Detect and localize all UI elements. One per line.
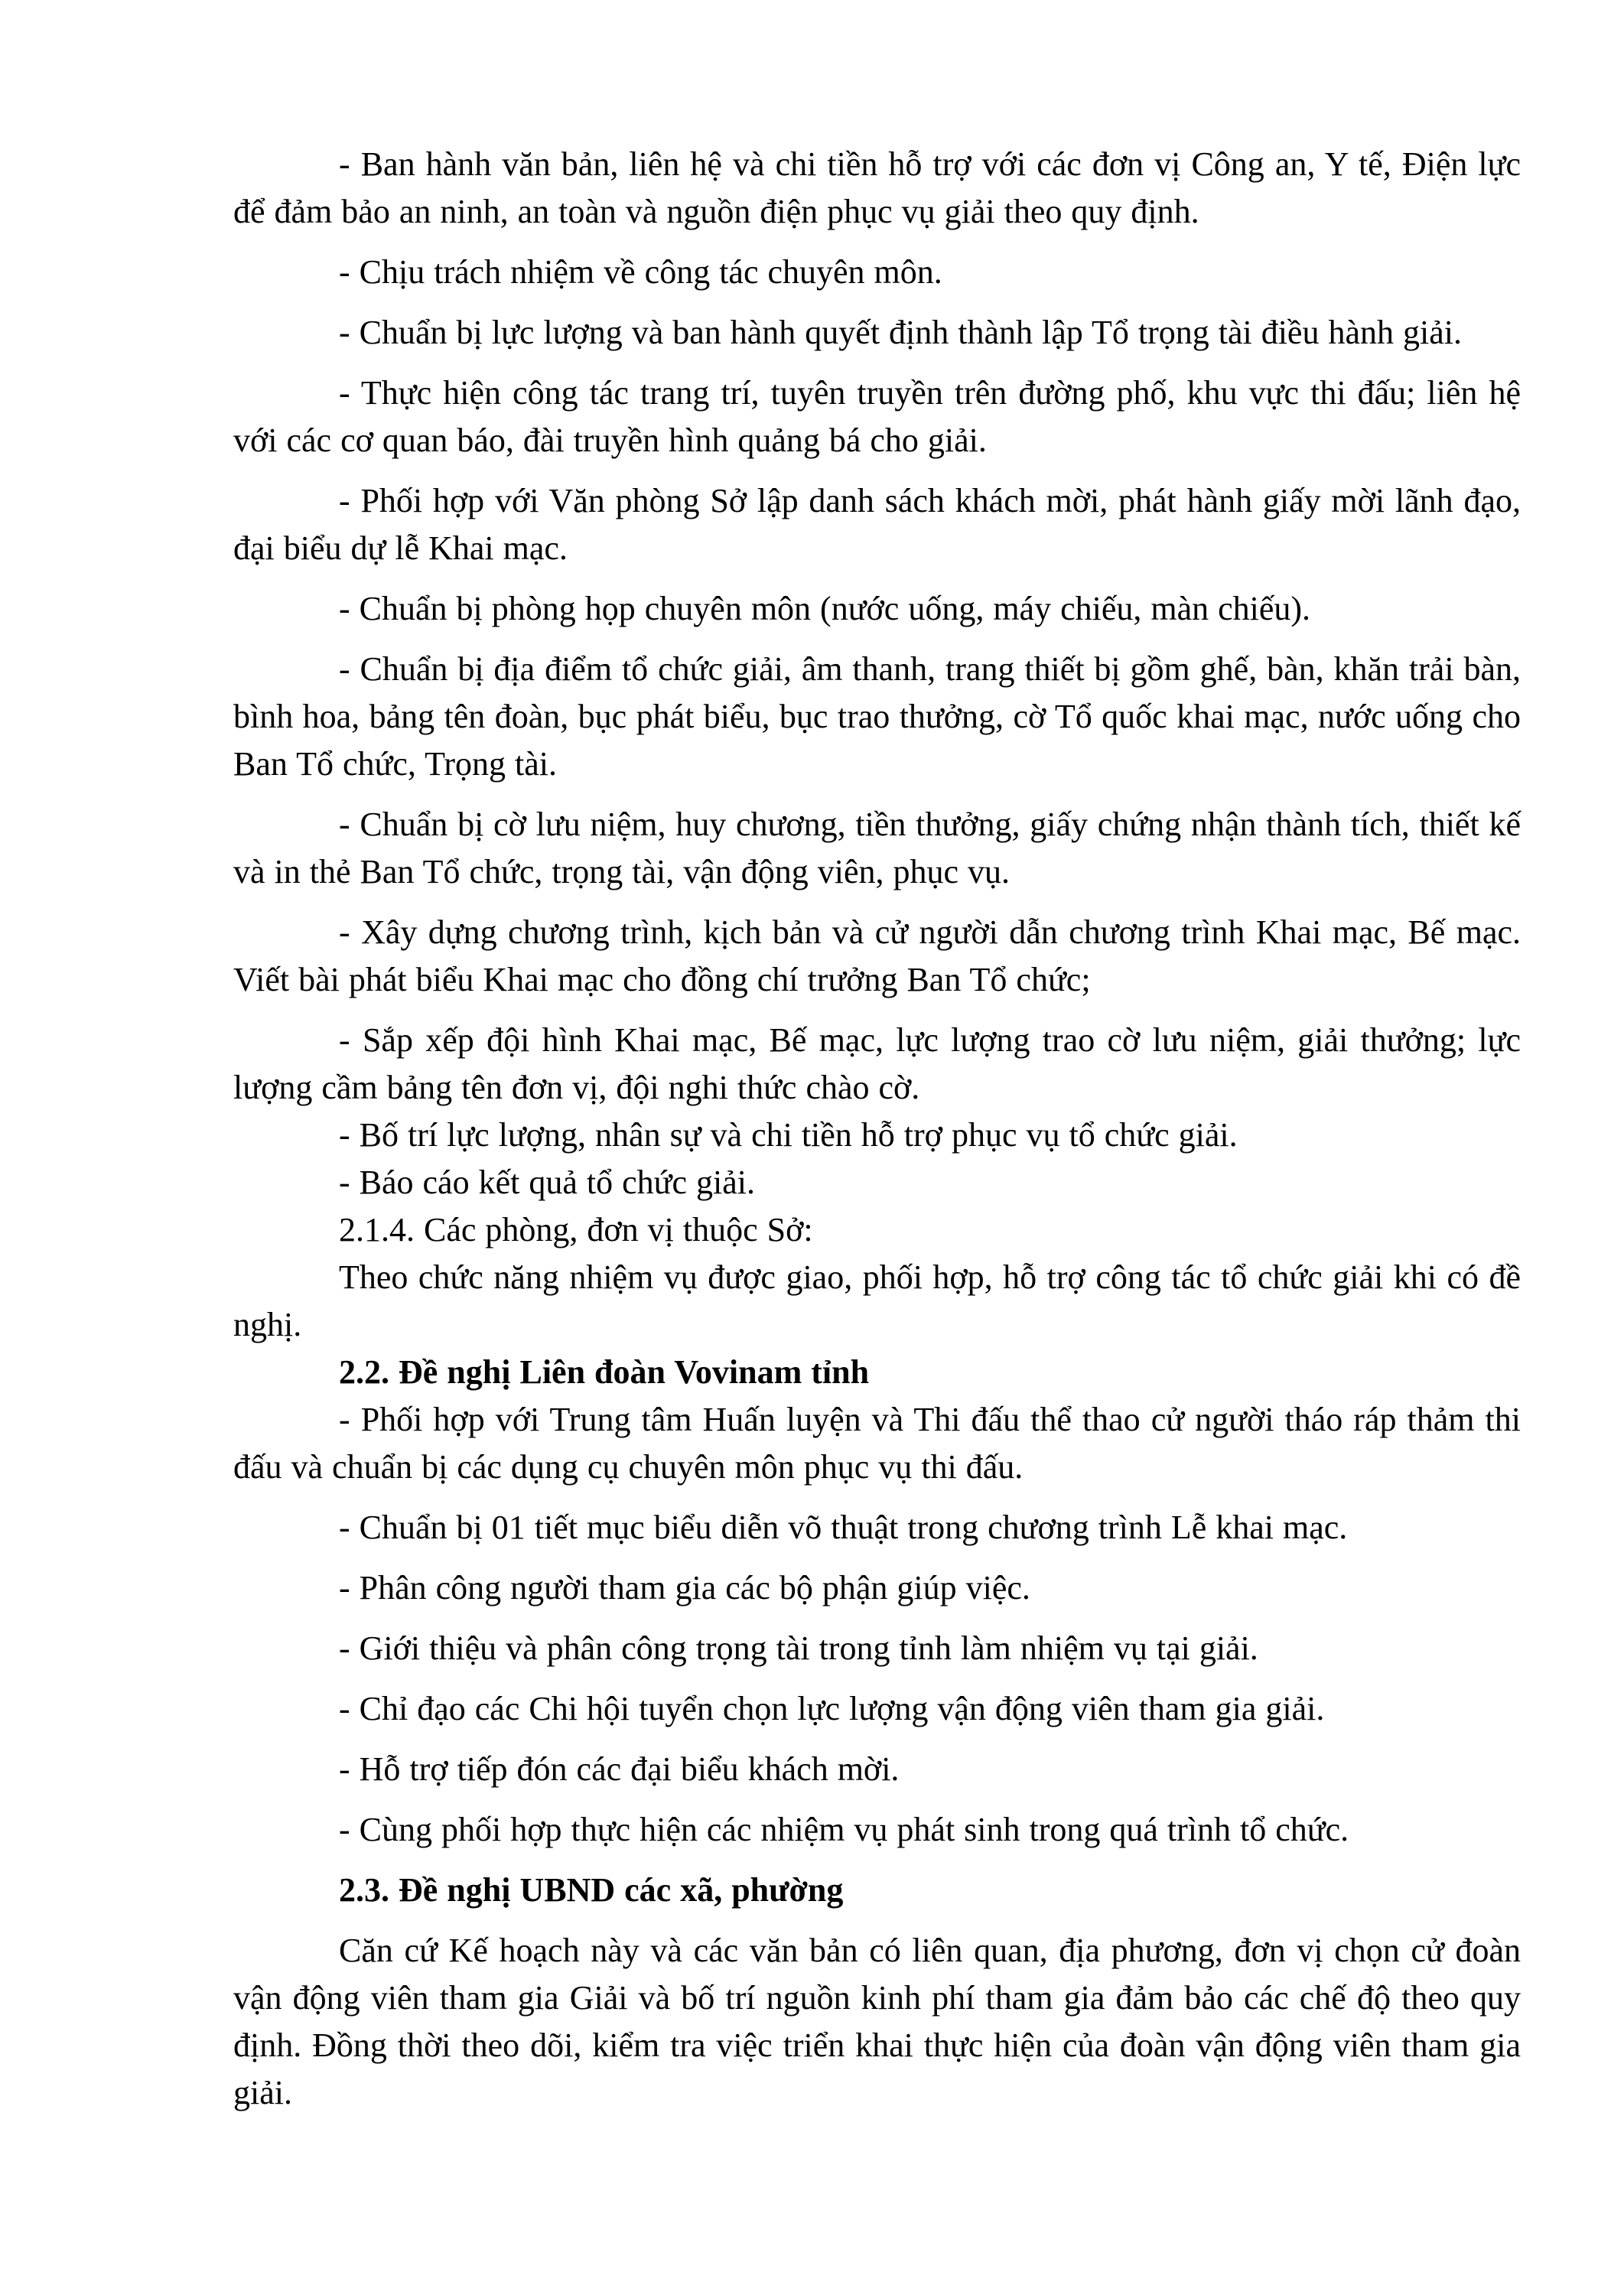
paragraph: - Chỉ đạo các Chi hội tuyển chọn lực lượng vận động viên tham gia giải. bbox=[339, 1690, 1325, 1727]
paragraph: - Xây dựng chương trình, kịch bản và cử người dẫn chương trình Khai mạc, Bế mạc. Viết bài phát biểu Khai mạc cho đồng chí trưởng Ban Tổ chức; bbox=[233, 913, 1521, 998]
paragraph: Theo chức năng nhiệm vụ được giao, phối hợp, hỗ trợ công tác tổ chức giải khi có đề nghị. bbox=[233, 1258, 1521, 1343]
paragraph: - Ban hành văn bản, liên hệ và chi tiền hỗ trợ với các đơn vị Công an, Y tế, Điện lực để đảm bảo an ninh, an toàn và nguồn điện phục vụ giải theo quy định. bbox=[233, 145, 1521, 230]
paragraph: - Giới thiệu và phân công trọng tài trong tỉnh làm nhiệm vụ tại giải. bbox=[339, 1629, 1258, 1667]
paragraph: - Thực hiện công tác trang trí, tuyên truyền trên đường phố, khu vực thi đấu; liên hệ với các cơ quan báo, đài truyền hình quảng bá cho giải. bbox=[233, 374, 1521, 459]
paragraph: - Chuẩn bị cờ lưu niệm, huy chương, tiền thưởng, giấy chứng nhận thành tích, thiết kế và in thẻ Ban Tổ chức, trọng tài, vận động viên, phục vụ. bbox=[233, 806, 1521, 890]
paragraph: - Chuẩn bị phòng họp chuyên môn (nước uống, máy chiếu, màn chiếu). bbox=[339, 590, 1311, 627]
section-heading-2-1-4: 2.1.4. Các phòng, đơn vị thuộc Sở: bbox=[339, 1211, 813, 1248]
paragraph: - Sắp xếp đội hình Khai mạc, Bế mạc, lực lượng trao cờ lưu niệm, giải thưởng; lực lượng cầm bảng tên đơn vị, đội nghi thức chào cờ. bbox=[233, 1021, 1521, 1106]
paragraph: - Chuẩn bị lực lượng và ban hành quyết định thành lập Tổ trọng tài điều hành giải. bbox=[339, 314, 1462, 351]
section-heading-2-3: 2.3. Đề nghị UBND các xã, phường bbox=[339, 1871, 844, 1909]
paragraph: - Hỗ trợ tiếp đón các đại biểu khách mời. bbox=[339, 1750, 900, 1788]
paragraph: - Phối hợp với Trung tâm Huấn luyện và Thi đấu thể thao cử người tháo ráp thảm thi đấu và chuẩn bị các dụng cụ chuyên môn phục vụ thi đấu. bbox=[233, 1401, 1521, 1486]
paragraph: - Chuẩn bị 01 tiết mục biểu diễn võ thuật trong chương trình Lễ khai mạc. bbox=[339, 1509, 1348, 1546]
section-heading-2-2: 2.2. Đề nghị Liên đoàn Vovinam tỉnh bbox=[339, 1353, 870, 1391]
paragraph: - Báo cáo kết quả tổ chức giải. bbox=[339, 1164, 755, 1201]
paragraph: - Bố trí lực lượng, nhân sự và chi tiền hỗ trợ phục vụ tổ chức giải. bbox=[339, 1116, 1238, 1154]
paragraph: - Cùng phối hợp thực hiện các nhiệm vụ phát sinh trong quá trình tổ chức. bbox=[339, 1811, 1349, 1848]
paragraph: - Phối hợp với Văn phòng Sở lập danh sách khách mời, phát hành giấy mời lãnh đạo, đại biểu dự lễ Khai mạc. bbox=[233, 482, 1521, 567]
paragraph: Căn cứ Kế hoạch này và các văn bản có liên quan, địa phương, đơn vị chọn cử đoàn vận động viên tham gia Giải và bố trí nguồn kinh phí tham gia đảm bảo các chế độ theo quy định. Đồng thời theo dõi, kiểm tra việc triển khai thực hiện của đoàn vận động viên tham gia giải. bbox=[233, 1932, 1521, 2111]
paragraph: - Chuẩn bị địa điểm tổ chức giải, âm thanh, trang thiết bị gồm ghế, bàn, khăn trải bàn, bình hoa, bảng tên đoàn, bục phát biểu, bục trao thưởng, cờ Tổ quốc khai mạc, nước uống cho Ban Tổ chức, Trọng tài. bbox=[233, 650, 1521, 783]
paragraph: - Chịu trách nhiệm về công tác chuyên môn. bbox=[339, 253, 942, 291]
paragraph: - Phân công người tham gia các bộ phận giúp việc. bbox=[339, 1569, 1030, 1606]
